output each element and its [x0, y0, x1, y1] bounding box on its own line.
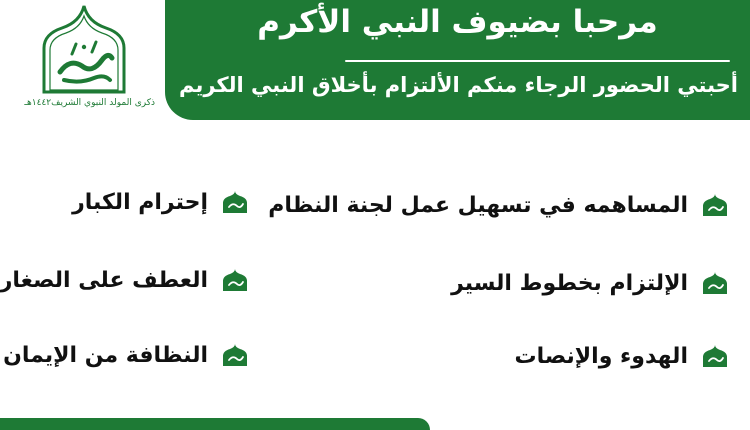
list-item-label: الإلتزام بخطوط السير — [451, 271, 688, 296]
header-banner — [165, 0, 750, 120]
list-item — [0, 268, 250, 293]
list-item — [72, 190, 250, 215]
green-dome-icon — [220, 269, 250, 293]
list-item — [3, 343, 250, 368]
list-item — [268, 193, 730, 218]
green-dome-icon — [220, 344, 250, 368]
footer-bar — [0, 418, 430, 430]
green-dome-icon — [700, 194, 730, 218]
list-item — [451, 271, 730, 296]
list-item-label: إحترام الكبار — [72, 190, 208, 215]
list-item-label: المساهمه في تسهيل عمل لجنة النظام — [268, 193, 688, 218]
list-item-label: النظافة من الإيمان — [3, 343, 208, 368]
list-item — [514, 344, 730, 369]
title-divider — [345, 60, 730, 62]
list-item-label: العطف على الصغار — [0, 268, 208, 293]
page-subtitle: أحبتي الحضور الرجاء منكم الألتزام بأخلاق النبي الكريم — [179, 73, 738, 97]
green-dome-icon — [220, 191, 250, 215]
green-dome-icon — [700, 345, 730, 369]
logo-caption: ذكرى المولد النبوي الشريف١٤٤٢هـ — [24, 98, 155, 108]
page-title: مرحبا بضيوف النبي الأكرم — [257, 4, 658, 40]
list-item-label: الهدوء والإنصات — [514, 344, 688, 369]
green-dome-icon — [700, 272, 730, 296]
